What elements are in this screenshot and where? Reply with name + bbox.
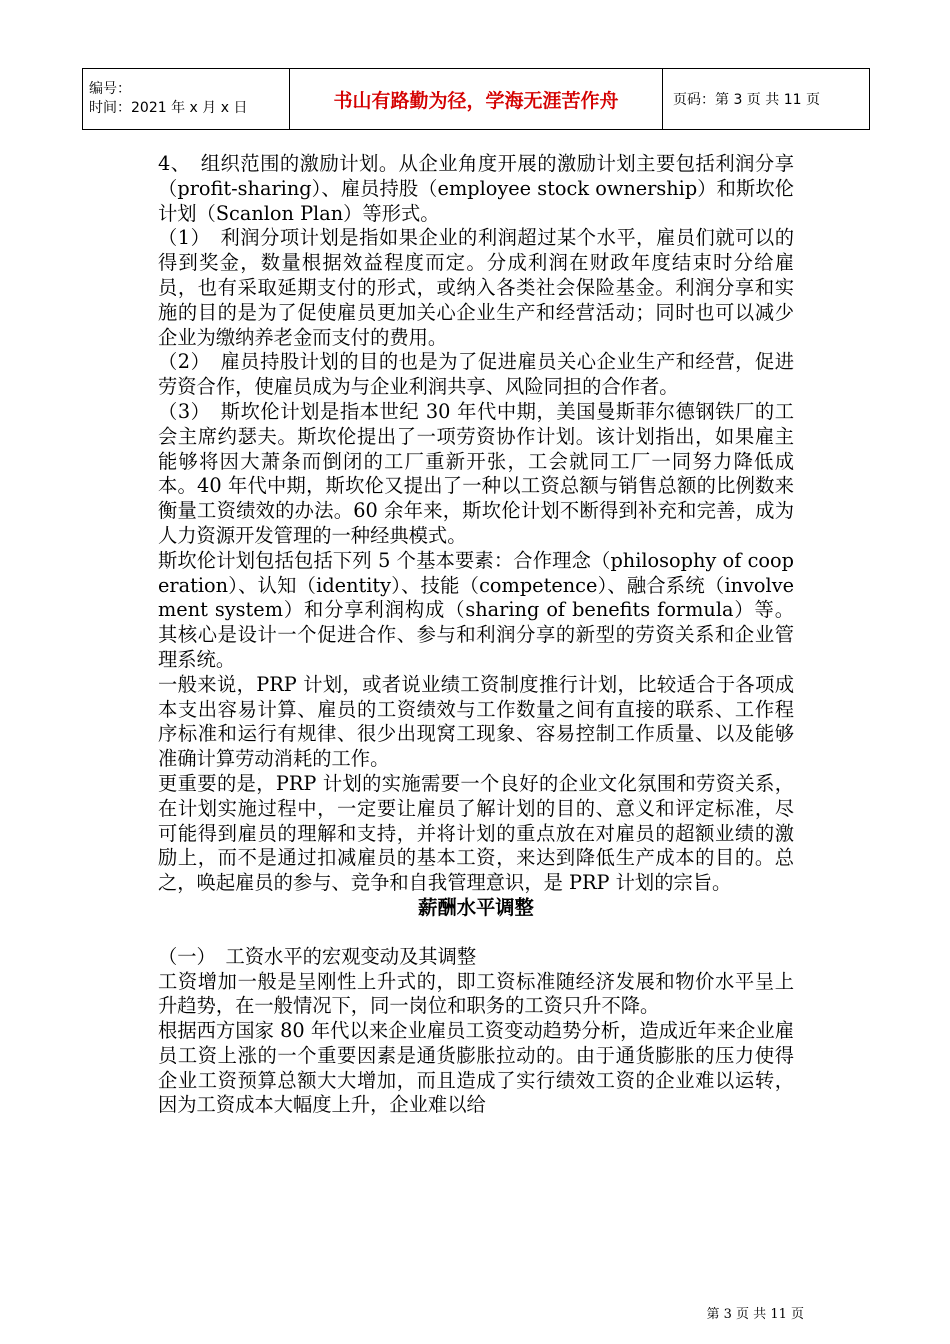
page-footer: 第 3 页 共 11 页	[706, 1307, 804, 1322]
header-page-number: 页码：第 3 页 共 11 页	[663, 69, 870, 130]
paragraph: 一般来说，PRP 计划，或者说业绩工资制度推行计划，比较适合于各项成本支出容易计算、雇员的工资绩效与工作数量之间有直接的联系、工作程序标准和运行有规律、很少出现窝工现象、容易控制工作质量、以及能够准确计算劳动消耗的工作。	[158, 672, 794, 771]
header-motto: 书山有路勤为径，学海无涯苦作舟	[290, 69, 663, 130]
document-number-label: 编号：	[89, 81, 131, 97]
paragraph: 更重要的是，PRP 计划的实施需要一个良好的企业文化氛围和劳资关系，在计划实施过程中，一定要让雇员了解计划的目的、意义和评定标准，尽可能得到雇员的理解和支持，并将计划的重点放在对雇员的超额业绩的激励上，而不是通过扣减雇员的基本工资，来达到降低生产成本的目的。总之，唤起雇员的参与、竞争和自我管理意识，是 PRP 计划的宗旨。	[158, 771, 794, 895]
document-body	[158, 152, 794, 1118]
paragraph: 根据西方国家 80 年代以来企业雇员工资变动趋势分析，造成近年来企业雇员工资上涨的一个重要因素是通货膨胀拉动的。由于通货膨胀的压力使得企业工资预算总额大大增加，而且造成了实行绩效工资的企业难以运转，因为工资成本大幅度上升，企业难以给	[158, 1019, 794, 1117]
page-header-table	[82, 68, 870, 130]
paragraph: （3） 斯坎伦计划是指本世纪 30 年代中期，美国曼斯菲尔德钢铁厂的工会主席约瑟夫。斯坎伦提出了一项劳资协作计划。该计划指出，如果雇主能够将因大萧条而倒闭的工厂重新开张，工会就同工厂一同努力降低成本。40 年代中期，斯坎伦又提出了一种以工资总额与销售总额的比例数来衡量工资绩效的办法。60 余年来，斯坎伦计划不断得到补充和完善，成为人力资源开发管理的一种经典模式。	[158, 399, 794, 547]
subsection-heading: （一） 工资水平的宏观变动及其调整	[158, 944, 477, 968]
section-heading: 薪酬水平调整	[418, 895, 534, 919]
paragraph: （1） 利润分项计划是指如果企业的利润超过某个水平，雇员们就可以的得到奖金，数量根据效益程度而定。分成利润在财政年度结束时分给雇员，也有采取延期支付的形式，或纳入各类社会保险基金。利润分享和实施的目的是为了促使雇员更加关心企业生产和经营活动；同时也可以减少企业为缴纳养老金而支付的费用。	[158, 226, 794, 349]
paragraph: 工资增加一般是呈刚性上升式的，即工资标准随经济发展和物价水平呈上升趋势，在一般情况下，同一岗位和职务的工资只升不降。	[158, 969, 794, 1018]
paragraph: 斯坎伦计划包括包括下列 5 个基本要素：合作理念（philosophy of cooperation）、认知（identity）、技能（competence）、融合系统（involvement system）和分享利润构成（sharing of benefits formula）等。其核心是设计一个促进合作、参与和利润分享的新型的劳资关系和企业管理系统。	[158, 548, 794, 671]
header-meta-cell	[83, 69, 290, 130]
paragraph: （2） 雇员持股计划的目的也是为了促进雇员关心企业生产和经营，促进劳资合作，使雇员成为与企业利润共享、风险同担的合作者。	[158, 350, 794, 399]
document-time-label: 时间：2021 年 x 月 x 日	[89, 100, 248, 116]
paragraph: 4、 组织范围的激励计划。从企业角度开展的激励计划主要包括利润分享（profit-sharing）、雇员持股（employee stock ownership）和斯坎伦计划（Scanlon Plan）等形式。	[158, 152, 794, 225]
